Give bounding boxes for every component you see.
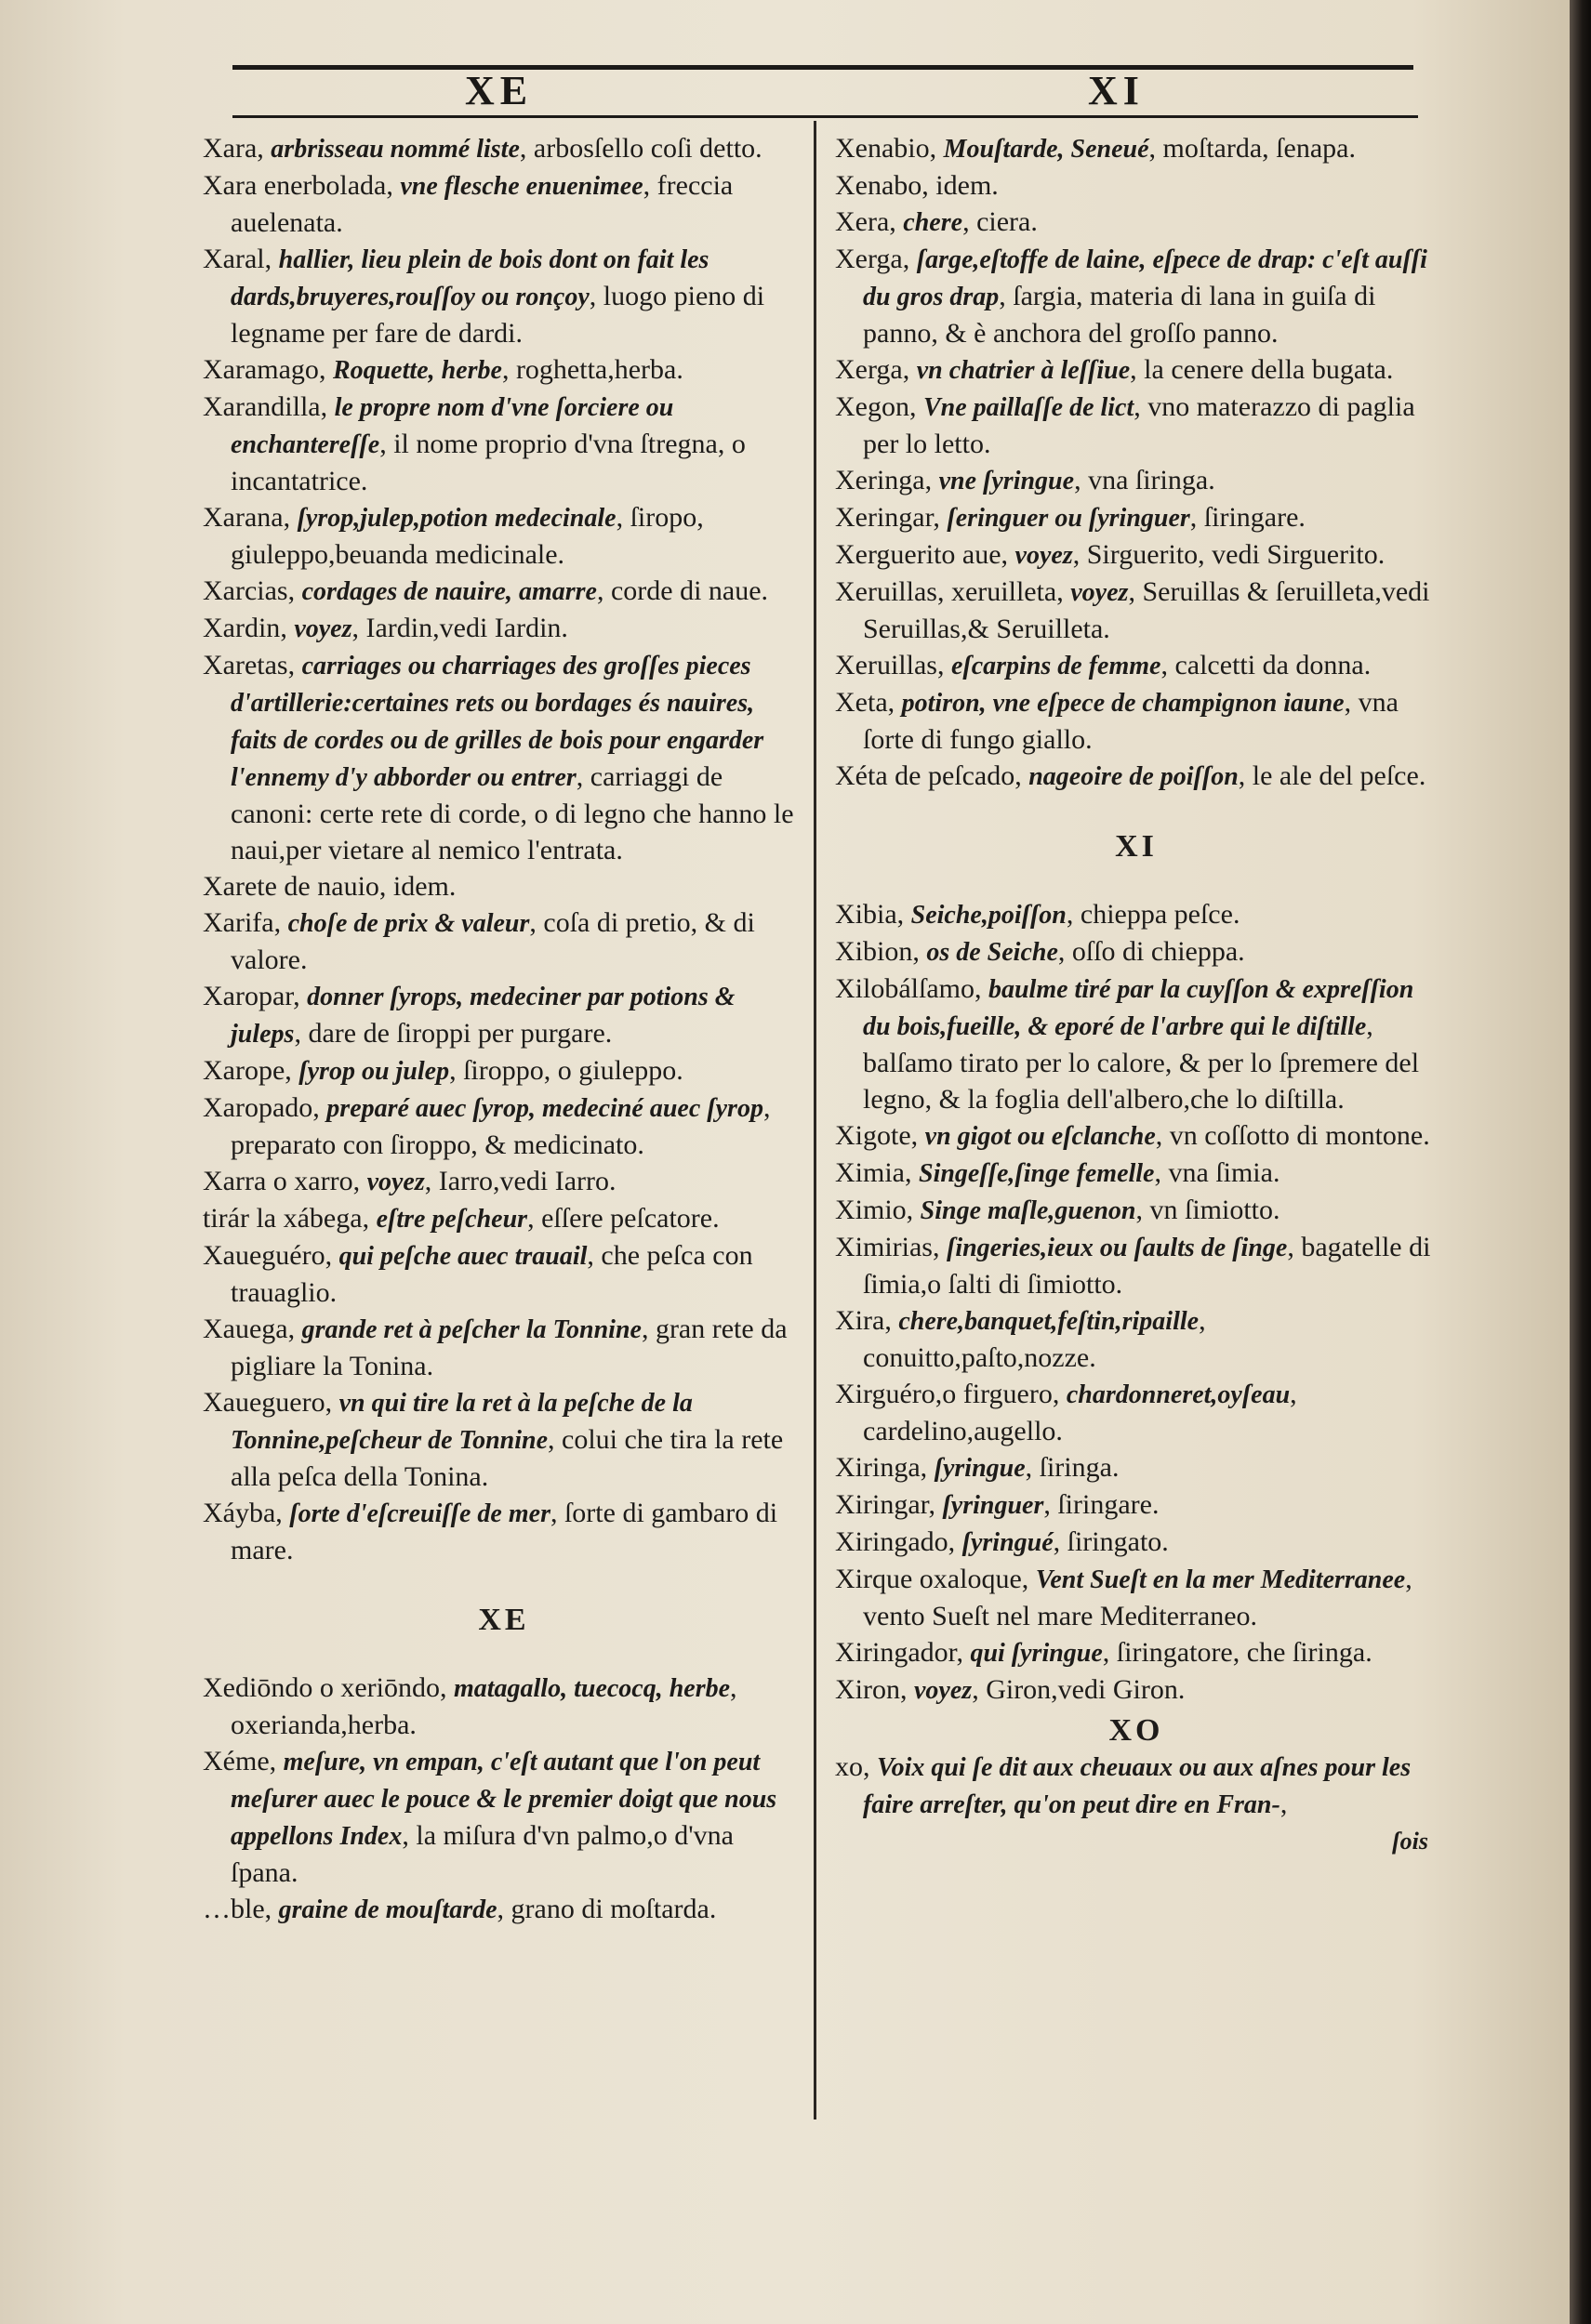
dictionary-entry: Xaueguero, vn qui tire la ret à la peſche de la Tonnine,peſcheur de Tonnine, colui che tira la rete alla peſca della Tonina. xyxy=(203,1387,784,1492)
headword: Xarifa xyxy=(203,907,274,938)
french-gloss: voyez xyxy=(1070,578,1129,607)
dictionary-entry: Xegon, Vne paillaſſe de lict, vno materazzo di paglia per lo letto. xyxy=(835,391,1415,459)
headword: Xarana xyxy=(203,502,284,533)
italian-gloss: ſiringare. xyxy=(1203,502,1306,533)
dictionary-entry: Xauega, grande ret à peſcher la Tonnine, gran rete da pigliare la Tonina. xyxy=(203,1314,788,1381)
headword: Ximio xyxy=(835,1195,907,1225)
headword: Xirguéro,o firguero xyxy=(835,1379,1053,1409)
dictionary-entry: Xarandilla, le propre nom d'vne ſorciere ou enchantereſſe, il nome proprio d'vna ſtregna, o incantatrice. xyxy=(203,391,746,496)
italian-gloss: Sirguerito, vedi Sirguerito. xyxy=(1086,539,1385,570)
italian-gloss: ſiringatore, che ſiringa. xyxy=(1116,1637,1372,1668)
italian-gloss: oſſo di chieppa. xyxy=(1071,936,1245,967)
italian-gloss: colui che tira la rete alla peſca della Tonina. xyxy=(231,1424,784,1492)
headword: tirár la xábega xyxy=(203,1203,363,1234)
french-gloss: carriages ou charriages des groſſes pieces d'artillerie:certaines rets ou bordages és nauires, faits de cordes ou de grilles de bois pour engarder l'ennemy d'y abborder ou entrer xyxy=(231,652,764,792)
dictionary-entry: Xeringar, ſeringuer ou ſyringuer, ſiringare. xyxy=(835,502,1306,533)
dictionary-entry: Xirque oxaloque, Vent Sueſt en la mer Mediterranee, vento Sueſt nel mare Mediterraneo. xyxy=(835,1564,1412,1631)
headword: Xiringado xyxy=(835,1526,948,1557)
italian-gloss: ſorte di gambaro di mare. xyxy=(231,1498,778,1565)
headword: Xaropar xyxy=(203,981,294,1011)
headword: Xiringa xyxy=(835,1452,921,1483)
italian-gloss: idem. xyxy=(392,871,457,902)
italian-gloss: balſamo tirato per lo calore, & per lo ſpremere del legno, & la foglia dell'albero,che lo diſtilla. xyxy=(863,1048,1420,1115)
dictionary-entry: tirár la xábega, eſtre peſcheur, eſſere peſcatore. xyxy=(203,1203,720,1234)
french-gloss: qui ſyringue xyxy=(970,1639,1103,1668)
french-gloss: ſyringue xyxy=(934,1454,1026,1483)
headword: Xira xyxy=(835,1305,885,1336)
headword: Xediōndo o xeriōndo xyxy=(203,1672,440,1703)
french-gloss: donner ſyrops, medeciner par potions & juleps xyxy=(231,983,736,1049)
italian-gloss: ſiringato. xyxy=(1067,1526,1169,1557)
dictionary-entry: Xira, chere,banquet,feſtin,ripaille, conuitto,paſto,nozze. xyxy=(835,1305,1206,1373)
dictionary-entry: Xaral, hallier, lieu plein de bois dont on fait les dards,bruyeres,rouſſoy ou ronçoy, luogo pieno di legname per fare de dardi. xyxy=(203,244,765,349)
section-heading-xo: XO xyxy=(1108,1713,1164,1748)
french-gloss: Vne paillaſſe de lict xyxy=(922,393,1134,422)
dictionary-entry: Xiringado, ſyringué, ſiringato. xyxy=(835,1526,1169,1557)
french-gloss: vne flesche enuenimee xyxy=(400,172,643,201)
french-gloss: ſyringuer xyxy=(942,1491,1044,1520)
headword: Xara xyxy=(203,133,258,164)
right-entries xyxy=(835,130,1438,795)
dictionary-entry: Xarifa, choſe de prix & valeur, coſa di pretio, & di valore. xyxy=(203,907,755,975)
headword: Xarandilla xyxy=(203,391,321,422)
dictionary-entry: Xarana, ſyrop,julep,potion medecinale, ſiropo, giuleppo,beuanda medicinale. xyxy=(203,502,704,570)
headword: Ximia xyxy=(835,1157,905,1188)
french-gloss: cordages de nauire, amarre xyxy=(301,577,597,606)
dictionary-entry: Xenabo, idem. xyxy=(835,170,999,201)
dictionary-entry: Xerga, ſarge,eſtoffe de laine, eſpece de drap: c'eſt auſſi du gros drap, ſargia, materia di lana in guiſa di panno, & è anchora del groſſo panno. xyxy=(835,244,1427,349)
italian-gloss: dare de ſiroppi per purgare. xyxy=(308,1018,613,1049)
headword: Xenabo xyxy=(835,170,922,201)
italian-gloss: la cenere della bugata. xyxy=(1144,354,1394,385)
french-gloss: vn qui tire la ret à la peſche de la Tonnine,peſcheur de Tonnine xyxy=(231,1389,693,1455)
headword: Xeringar xyxy=(835,502,934,533)
italian-gloss: Seruillas & ſeruilleta,vedi Seruillas,& Seruilleta. xyxy=(863,576,1430,644)
french-gloss: ſorte d'eſcreuiſſe de mer xyxy=(289,1499,550,1528)
italian-gloss: vno materazzo di paglia per lo letto. xyxy=(863,391,1415,459)
italian-gloss: roghetta,herba. xyxy=(515,354,683,385)
headword: Xigote xyxy=(835,1120,911,1151)
headword: Xarcias xyxy=(203,575,288,606)
headword: Xarete de nauio xyxy=(203,871,379,902)
headword: Xerguerito aue xyxy=(835,539,1001,570)
right-column xyxy=(835,130,1438,1859)
dictionary-entry: Xéta de peſcado, nageoire de poiſſon, le ale del peſce. xyxy=(835,760,1426,791)
headword: Xerga xyxy=(835,244,903,274)
book-spine-shadow xyxy=(1570,0,1591,2324)
french-gloss: nageoire de poiſſon xyxy=(1028,762,1239,791)
french-gloss: os de Seiche xyxy=(926,938,1058,967)
french-gloss: vn chatrier à leſſiue xyxy=(916,356,1131,385)
header-rule-top xyxy=(232,65,1413,70)
headword: Xeruillas, xeruilleta xyxy=(835,576,1057,607)
dictionary-entry: Xarcias, cordages de nauire, amarre, corde di naue. xyxy=(203,575,769,606)
french-gloss: baulme tiré par la cuyſſon & expreſſion du bois,fueille, & eporé de l'arbre qui le diſtille xyxy=(863,975,1414,1041)
french-gloss: ſyringué xyxy=(961,1528,1054,1557)
italian-gloss: che peſca con trauaglio. xyxy=(231,1240,753,1308)
dictionary-entry: Xibia, Seiche,poiſſon, chieppa peſce. xyxy=(835,899,1240,930)
headword: xo xyxy=(835,1751,863,1782)
french-gloss: voyez xyxy=(294,614,352,643)
french-gloss: chardonneret,oyſeau xyxy=(1066,1380,1291,1409)
italian-gloss: ſiringare. xyxy=(1057,1489,1160,1520)
headword: Xarra o xarro xyxy=(203,1166,353,1196)
dictionary-entry: Xarope, ſyrop ou julep, ſiroppo, o giuleppo. xyxy=(203,1055,683,1086)
italian-gloss: vento Sueſt nel mare Mediterraneo. xyxy=(863,1601,1258,1631)
headword: Xara enerbolada xyxy=(203,170,387,201)
italian-gloss: chieppa peſce. xyxy=(1080,899,1240,930)
dictionary-entry: Xenabio, Mouſtarde, Seneué, moſtarda, ſenapa. xyxy=(835,133,1356,164)
dictionary-entry: Xáyba, ſorte d'eſcreuiſſe de mer, ſorte di gambaro di mare. xyxy=(203,1498,778,1565)
french-gloss: vne ſyringue xyxy=(938,467,1075,495)
french-gloss: arbrisseau nommé liste xyxy=(271,135,520,164)
headword: Xauega xyxy=(203,1314,288,1344)
italian-gloss: ſiringa. xyxy=(1039,1452,1120,1483)
headword: Xaramago xyxy=(203,354,319,385)
dictionary-entry: Xara enerbolada, vne flesche enuenimee, freccia auelenata. xyxy=(203,170,734,238)
dictionary-entry: Xeruillas, eſcarpins de femme, calcetti da donna. xyxy=(835,650,1372,680)
italian-gloss: moſtarda, ſenapa. xyxy=(1162,133,1356,164)
italian-gloss: le ale del peſce. xyxy=(1252,760,1426,791)
italian-gloss: la miſura d'vn palmo,o d'vna ſpana. xyxy=(231,1820,734,1888)
headword: Xera xyxy=(835,206,890,237)
headword: Xiringar xyxy=(835,1489,929,1520)
italian-gloss: arbosſello coſi detto. xyxy=(533,133,762,164)
headword: Xibia xyxy=(835,899,897,930)
headword: Xerga xyxy=(835,354,903,385)
headword: Xeruillas xyxy=(835,650,937,680)
headword: Xenabio xyxy=(835,133,930,164)
italian-gloss: eſſere peſcatore. xyxy=(541,1203,720,1234)
french-gloss: qui peſche auec trauail xyxy=(338,1242,588,1271)
headword: Ximirias xyxy=(835,1232,933,1262)
french-gloss: ſyrop ou julep xyxy=(298,1057,450,1086)
dictionary-entry: Xaramago, Roquette, herbe, roghetta,herba. xyxy=(203,354,683,385)
dictionary-entry: Xara, arbrisseau nommé liste, arbosſello coſi detto. xyxy=(203,133,762,164)
headword: Xardin xyxy=(203,613,281,643)
headword: Xaretas xyxy=(203,650,288,680)
italian-gloss: carriaggi de canoni: certe rete di corde, o di legno che hanno le naui,per vietare al nemico l'entrata. xyxy=(231,761,794,865)
dictionary-entry: Xardin, voyez, Iardin,vedi Iardin. xyxy=(203,613,568,643)
dictionary-entry: Xaropado, preparé auec ſyrop, medeciné auec ſyrop, preparato con ſiroppo, & medicinato. xyxy=(203,1092,771,1160)
italian-gloss: vna ſiringa. xyxy=(1088,465,1215,495)
dictionary-entry: Xeringa, vne ſyringue, vna ſiringa. xyxy=(835,465,1215,495)
headword: Xiringador xyxy=(835,1637,957,1668)
italian-gloss: Iardin,vedi Iardin. xyxy=(365,613,568,643)
headword: Xaropado xyxy=(203,1092,313,1123)
italian-gloss: ſargia, materia di lana in guiſa di panno, & è anchora del groſſo panno. xyxy=(863,281,1376,349)
italian-gloss: ſiroppo, o giuleppo. xyxy=(463,1055,683,1086)
italian-gloss: corde di naue. xyxy=(610,575,769,606)
french-gloss: chere xyxy=(903,208,963,237)
headword: Xiron xyxy=(835,1674,900,1705)
section-heading-xi: XI xyxy=(1115,829,1158,864)
dictionary-entry: Xarete de nauio, idem. xyxy=(203,871,457,902)
right-entries-2 xyxy=(835,896,1438,1709)
french-gloss: ſeringuer ou ſyringuer xyxy=(947,504,1190,533)
french-gloss: ſyrop,julep,potion medecinale xyxy=(297,504,617,533)
italian-gloss: vn ſimiotto. xyxy=(1149,1195,1280,1225)
dictionary-entry: Ximia, Singeſſe,ſinge femelle, vna ſimia. xyxy=(835,1157,1280,1188)
headword: Xilobálſamo xyxy=(835,973,974,1004)
headword: Xaral xyxy=(203,244,265,274)
left-entries xyxy=(203,130,805,1568)
headword: Xéme xyxy=(203,1746,270,1776)
french-gloss: eſtre peſcheur xyxy=(376,1205,528,1234)
dictionary-entry: Xiringar, ſyringuer, ſiringare. xyxy=(835,1489,1160,1520)
headword: Xeta xyxy=(835,687,888,718)
french-gloss: potiron, vne eſpece de champignon iaune xyxy=(901,689,1345,718)
headword: Xarope xyxy=(203,1055,285,1086)
dictionary-entry: Ximio, Singe maſle,guenon, vn ſimiotto. xyxy=(835,1195,1280,1225)
headword: …ble xyxy=(203,1894,265,1924)
italian-gloss: il nome proprio d'vna ſtregna, o incantatrice. xyxy=(231,429,746,496)
dictionary-entry: Xibion, os de Seiche, oſſo di chieppa. xyxy=(835,936,1245,967)
french-gloss: grande ret à peſcher la Tonnine xyxy=(301,1315,642,1344)
dictionary-entry: Xiringa, ſyringue, ſiringa. xyxy=(835,1452,1120,1483)
french-gloss: le propre nom d'vne ſorciere ou enchantereſſe xyxy=(231,393,674,459)
dictionary-entry: Xirguéro,o firguero, chardonneret,oyſeau, cardelino,augello. xyxy=(835,1379,1297,1446)
italian-gloss: luogo pieno di legname per fare de dardi. xyxy=(231,281,765,349)
french-gloss: matagallo, tuecocq, herbe xyxy=(453,1674,731,1703)
right-column-heading: XI xyxy=(1088,68,1145,113)
french-gloss: Mouſtarde, Seneué xyxy=(943,135,1149,164)
italian-gloss: Giron,vedi Giron. xyxy=(986,1674,1186,1705)
catchword: ſois xyxy=(1392,1828,1428,1855)
headword: Xaueguéro xyxy=(203,1240,325,1271)
dictionary-entry: Xarra o xarro, voyez, Iarro,vedi Iarro. xyxy=(203,1166,617,1196)
dictionary-entry: Xaueguéro, qui peſche auec trauail, che peſca con trauaglio. xyxy=(203,1240,753,1308)
dictionary-entry: Xéme, meſure, vn empan, c'eſt autant que l'on peut meſurer auec le pouce & le premier doigt que nous appellons Index, la miſura d'vn palmo,o d'vna ſpana. xyxy=(203,1746,777,1888)
headword: Xibion xyxy=(835,936,913,967)
italian-gloss: grano di moſtarda. xyxy=(510,1894,717,1924)
french-gloss: Vent Sueſt en la mer Mediterranee xyxy=(1035,1565,1406,1594)
italian-gloss: ſiropo, giuleppo,beuanda medicinale. xyxy=(231,502,704,570)
italian-gloss: oxerianda,herba. xyxy=(231,1710,417,1740)
italian-gloss: idem. xyxy=(935,170,999,201)
french-gloss: vn gigot ou eſclanche xyxy=(924,1122,1156,1151)
header-rule-bottom xyxy=(232,115,1418,118)
left-entries-2 xyxy=(203,1670,805,1928)
column-divider xyxy=(814,121,816,2119)
headword: Xéta de peſcado xyxy=(835,760,1015,791)
french-gloss: Singe maſle,guenon xyxy=(920,1196,1136,1225)
french-gloss: Seiche,poiſſon xyxy=(910,901,1067,930)
french-gloss: preparé auec ſyrop, medeciné auec ſyrop xyxy=(326,1094,763,1123)
dictionary-entry: Xerga, vn chatrier à leſſiue, la cenere della bugata. xyxy=(835,354,1394,385)
dictionary-entry: Xaropar, donner ſyrops, medeciner par potions & juleps, dare de ſiroppi per purgare. xyxy=(203,981,736,1049)
dictionary-entry: Xediōndo o xeriōndo, matagallo, tuecocq, herbe, oxerianda,herba. xyxy=(203,1672,737,1740)
french-gloss: choſe de prix & valeur xyxy=(287,909,530,938)
italian-gloss: vna ſorte di fungo giallo. xyxy=(863,687,1399,755)
french-gloss: voyez xyxy=(366,1168,425,1196)
headword: Xegon xyxy=(835,391,909,422)
french-gloss: graine de mouſtarde xyxy=(278,1895,497,1924)
dictionary-entry: Xigote, vn gigot ou eſclanche, vn coſſotto di montone. xyxy=(835,1120,1430,1151)
dictionary-entry: …ble, graine de mouſtarde, grano di moſtarda. xyxy=(203,1894,717,1924)
italian-gloss: preparato con ſiroppo, & medicinato. xyxy=(231,1129,644,1160)
french-gloss: meſure, vn empan, c'eſt autant que l'on peut meſurer auec le pouce & le premier doigt que nous appellons Index xyxy=(231,1748,777,1851)
dictionary-entry: Xera, chere, ciera. xyxy=(835,206,1038,237)
italian-gloss: Iarro,vedi Iarro. xyxy=(438,1166,617,1196)
french-gloss: chere,banquet,feſtin,ripaille xyxy=(898,1307,1200,1336)
headword: Xeringa xyxy=(835,465,925,495)
french-gloss: ſarge,eſtoffe de laine, eſpece de drap: c'eſt auſſi du gros drap xyxy=(863,245,1427,311)
dictionary-entry: Xiron, voyez, Giron,vedi Giron. xyxy=(835,1674,1186,1705)
italian-gloss: calcetti da donna. xyxy=(1174,650,1372,680)
dictionary-entry: Xilobálſamo, baulme tiré par la cuyſſon & expreſſion du bois,fueille, & eporé de l'arbre qui le diſtille, balſamo tirato per lo calore, & per lo ſpremere del legno, & la foglia dell'albero,che lo diſtilla. xyxy=(835,973,1420,1115)
right-entries-3 xyxy=(835,1749,1438,1823)
dictionary-entry: Xeta, potiron, vne eſpece de champignon iaune, vna ſorte di fungo giallo. xyxy=(835,687,1399,755)
left-column xyxy=(203,130,805,1928)
headword: Xaueguero xyxy=(203,1387,325,1418)
italian-gloss: conuitto,paſto,nozze. xyxy=(863,1342,1096,1373)
section-heading-xe: XE xyxy=(478,1603,530,1637)
dictionary-entry: Xaretas, carriages ou charriages des groſſes pieces d'artillerie:certaines rets ou bordages és nauires, faits de cordes ou de grilles de bois pour engarder l'ennemy d'y abborder ou entrer, carriaggi de canoni: certe rete di corde, o di legno che hanno le naui,per vietare al nemico l'entrata. xyxy=(203,650,794,865)
italian-gloss: gran rete da pigliare la Tonina. xyxy=(231,1314,788,1381)
italian-gloss: vna ſimia. xyxy=(1168,1157,1280,1188)
dictionary-entry: Xerguerito aue, voyez, Sirguerito, vedi Sirguerito. xyxy=(835,539,1385,570)
left-column-heading: XE xyxy=(465,68,534,113)
french-gloss: hallier, lieu plein de bois dont on fait les dards,bruyeres,rouſſoy ou ronçoy xyxy=(231,245,709,311)
french-gloss: Singeſſe,ſinge femelle xyxy=(919,1159,1155,1188)
headword: Xirque oxaloque xyxy=(835,1564,1022,1594)
headword: Xáyba xyxy=(203,1498,276,1528)
dictionary-entry: Xeruillas, xeruilleta, voyez, Seruillas & ſeruilleta,vedi Seruillas,& Seruilleta. xyxy=(835,576,1430,644)
italian-gloss: coſa di pretio, & di valore. xyxy=(231,907,755,975)
french-gloss: Voix qui ſe dit aux cheuaux ou aux aſnes pour les faire arreſter, qu'on peut dire en Fran- xyxy=(863,1753,1412,1819)
french-gloss: voyez xyxy=(914,1676,973,1705)
italian-gloss: bagatelle di ſimia,o ſalti di ſimiotto. xyxy=(863,1232,1431,1300)
italian-gloss: vn coſſotto di montone. xyxy=(1169,1120,1430,1151)
italian-gloss: freccia auelenata. xyxy=(231,170,734,238)
french-gloss: Roquette, herbe xyxy=(332,356,502,385)
italian-gloss: ciera. xyxy=(976,206,1038,237)
french-gloss: ſingeries,ieux ou ſaults de ſinge xyxy=(947,1234,1288,1262)
dictionary-entry: Xiringador, qui ſyringue, ſiringatore, che ſiringa. xyxy=(835,1637,1372,1668)
french-gloss: eſcarpins de femme xyxy=(950,652,1161,680)
italian-gloss: cardelino,augello. xyxy=(863,1416,1063,1446)
french-gloss: voyez xyxy=(1014,541,1073,570)
dictionary-entry: xo, Voix qui ſe dit aux cheuaux ou aux aſnes pour les faire arreſter, qu'on peut dire en Fran-, xyxy=(835,1751,1412,1819)
dictionary-entry: Ximirias, ſingeries,ieux ou ſaults de ſinge, bagatelle di ſimia,o ſalti di ſimiotto. xyxy=(835,1232,1431,1300)
